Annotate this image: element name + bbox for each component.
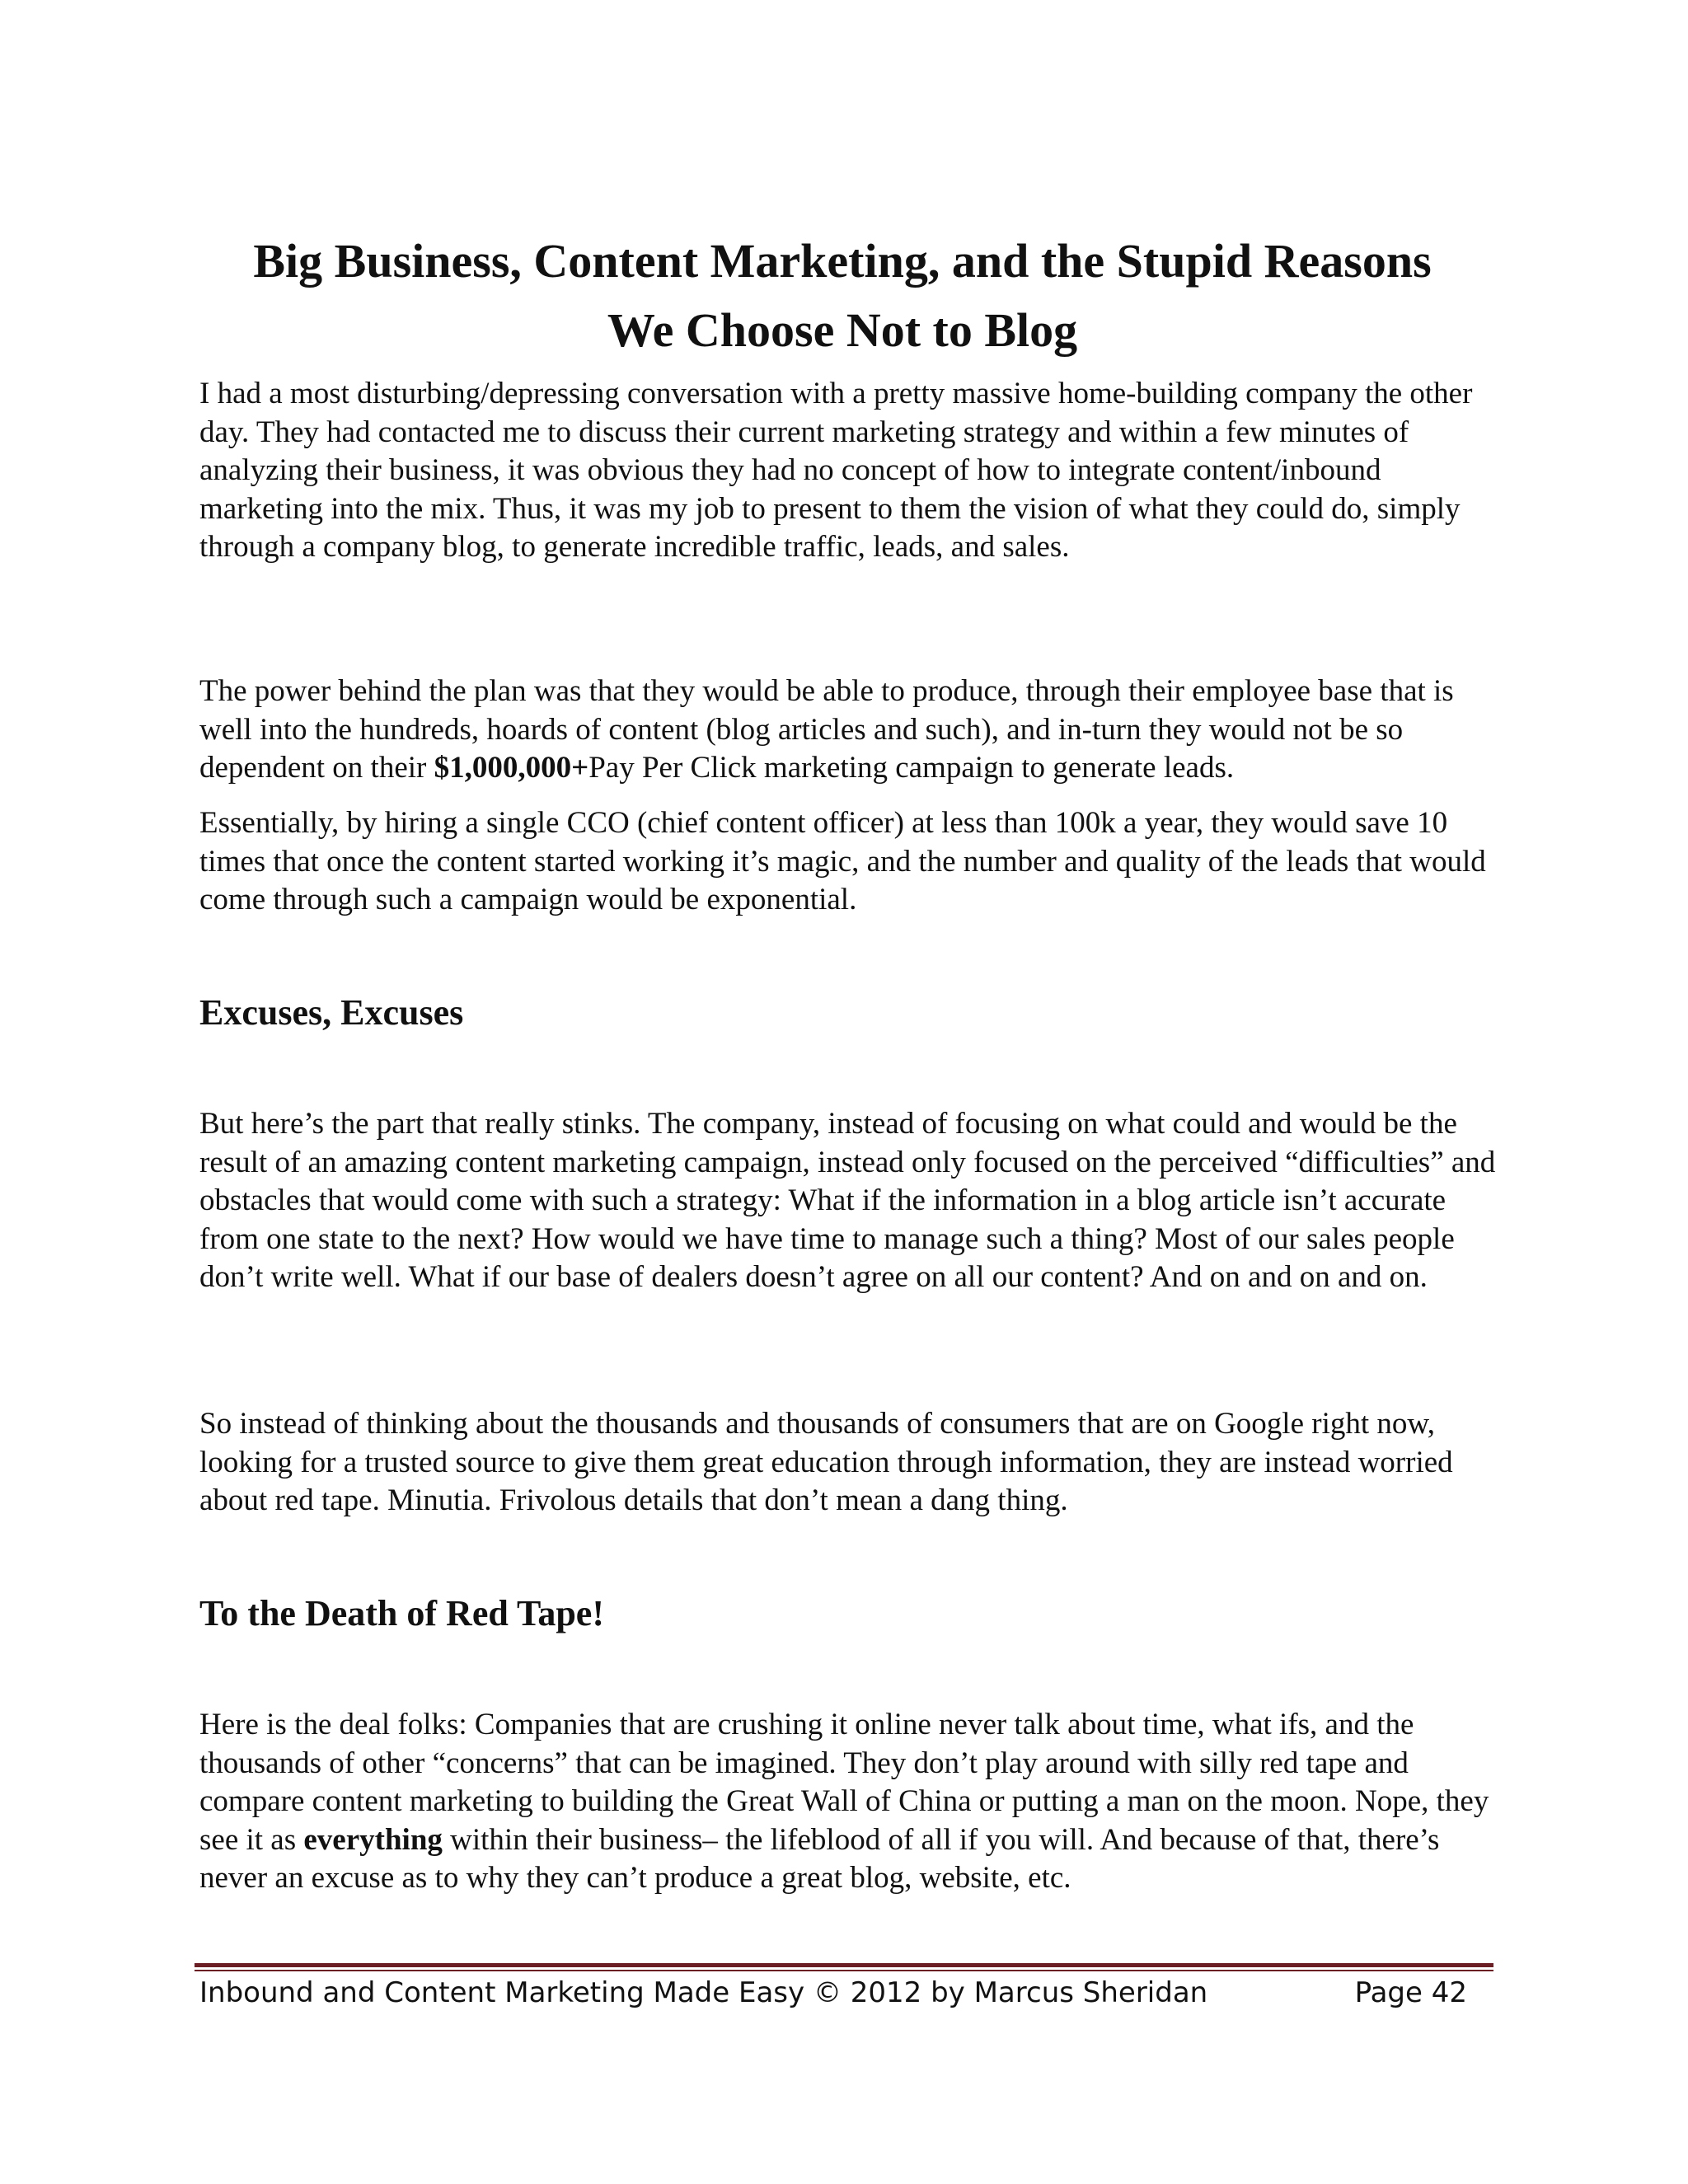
paragraph-6-bold-word: everything [303,1822,443,1857]
footer-page-number: Page 42 [1354,1976,1467,2009]
paragraph-1: I had a most disturbing/depressing conversation with a pretty massive home-building company the other day. They had contacted me to discuss their current marketing strategy and within a few minutes of analyzing their business, it was obvious they had no concept of how to integrate content/inbound marketing into the mix. Thus, it was my job to present to them the vision of what they could do, simply through a company blog, to generate incredible traffic, leads, and sales. [199,377,1473,564]
section-heading-red-tape: To the Death of Red Tape! [199,1593,604,1633]
paragraph-5: So instead of thinking about the thousands and thousands of consumers that are on Google right now, looking for a trusted source to give them great education through information, they are instead worried about red tape. Minutia. Frivolous details that don’t mean a dang thing. [199,1407,1453,1517]
paragraph-6-text-end: within their business– the lifeblood of all if you will. And because of that, there’s never an excuse as to why they can’t produce a great blog, website, etc. [199,1822,1440,1895]
title-line-1: Big Business, Content Marketing, and the Stupid Reasons [253,233,1432,288]
paragraph-6 [199,1706,1502,1898]
page-title [199,227,1485,365]
paragraph-3: Essentially, by hiring a single CCO (chief content officer) at less than 100k a year, they would save 10 times that once the content started working it’s magic, and the number and quality of the leads that would come through such a campaign would be exponential. [199,806,1486,916]
section-heading-excuses: Excuses, Excuses [199,992,464,1033]
footer-divider-thick [195,1963,1493,1967]
paragraph-2-bold-amount: $1,000,000+ [434,751,589,785]
footer-divider [195,1963,1493,1971]
paragraph-4: But here’s the part that really stinks. The company, instead of focusing on what could and would be the result of an amazing content marketing campaign, instead only focused on the perceived “difficulties” and obstacles that would come with such a strategy: What if the information in a blog article isn’t accurate from one state to the next? How would we have time to manage such a thing? Most of our sales people don’t write well. What if our base of dealers doesn’t agree on all our content? And on and on and on. [199,1107,1496,1294]
paragraph-6-text-start: Here is the deal folks: Companies that are crushing it online never talk about time, what ifs, and the thousands of other “concerns” that can be imagined. They don’t play around with silly red tape and compare content marketing to building the Great Wall of China or putting a man on the moon. Nope, they see it as [199,1708,1489,1857]
paragraph-2-text-start: The power behind the plan was that they would be able to produce, through their employee base that is well into the hundreds, hoards of content (blog articles and such), and in-turn they would not be so dependent on their [199,674,1454,785]
footer-divider-thin [195,1970,1493,1971]
paragraph-2 [199,673,1502,788]
footer-copyright: Inbound and Content Marketing Made Easy © 2012 by Marcus Sheridan [199,1976,1208,2009]
title-line-2: We Choose Not to Blog [607,302,1078,357]
paragraph-2-text-end: Pay Per Click marketing campaign to generate leads. [588,751,1235,785]
